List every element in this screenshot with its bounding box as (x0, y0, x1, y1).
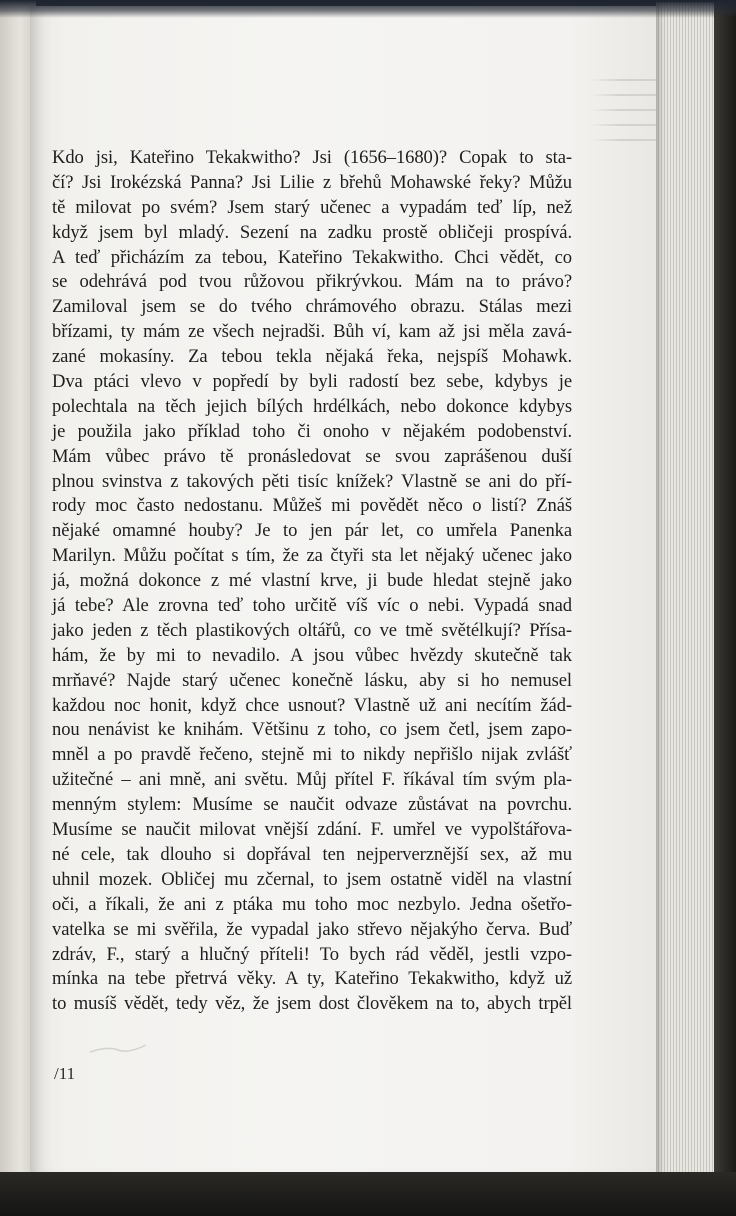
text-line: A teď přicházím za tebou, Kateřino Tekakwitho. Chci vědět, co (52, 246, 572, 268)
text-line: čí? Jsi Irokézská Panna? Jsi Lilie z břehů Mohawské řeky? Můžu (52, 171, 572, 193)
body-text (52, 146, 572, 1017)
right-background (714, 0, 736, 1216)
text-line: každou noc honit, když chce usnout? Vlastně už ani necítím žád- (52, 694, 572, 716)
text-line: né cele, tak dlouho si dopřával ten nejperverznější sex, až mu (52, 843, 572, 865)
text-line: jako jeden z těch plastikových oltářů, co ve tmě světélkují? Přísa- (52, 619, 572, 641)
text-line: mínka na tebe přetrvá věky. A ty, Kateřino Tekakwitho, když už (52, 968, 572, 990)
text-line: je použila jako příklad toho či onoho v nějakém podobenství. (52, 420, 572, 442)
page-stack-edges (656, 2, 722, 1182)
text-line: polechtala na těch jejich bílých hrdélkách, nebo dokonce kdybys (52, 395, 572, 417)
text-line: já, možná dokonce z mé vlastní krve, ji bude hledat stejně jako (52, 570, 572, 592)
text-line: zdráv, F., starý a hlučný příteli! To bych rád věděl, jestli vzpo- (52, 943, 572, 965)
text-line: to musíš vědět, tedy věz, že jsem dost člověkem na to, abych trpěl (52, 993, 572, 1015)
text-line: hám, že by mi to nevadilo. A jsou vůbec hvězdy skutečně tak (52, 644, 572, 666)
text-line: Kdo jsi, Kateřino Tekakwitho? Jsi (1656–1680)? Copak to sta- (52, 147, 572, 168)
pencil-smudge (88, 1042, 148, 1056)
text-line: menným stylem: Musíme se naučit odvaze zůstávat na povrchu. (52, 794, 572, 816)
text-line: vatelka se mi svěřila, že vypadal jako střevo nějakýho červa. Buď (52, 918, 572, 940)
text-line: Mám vůbec právo tě pronásledovat se svou zaprášenou duší (52, 445, 572, 467)
text-line: já tebe? Ale zrovna teď toho určitě víš víc o nebi. Vypadá snad (52, 595, 572, 617)
page-number: /11 (54, 1064, 76, 1083)
top-shadow (0, 0, 736, 18)
text-line: rody moc často nedostanu. Můžeš mi povědět něco o listí? Znáš (52, 495, 572, 517)
text-line: Zamiloval jsem se do tvého chrámového obrazu. Stálas mezi (52, 296, 572, 318)
text-line: oči, a říkali, že ani z ptáka mu toho moc nezbylo. Jedna ošetřo- (52, 893, 572, 915)
text-line: Musíme se naučit milovat vnější zdání. F. umřel ve vypolštářova- (52, 819, 572, 841)
bottom-background (0, 1172, 736, 1216)
text-line: užitečné – ani mně, ani světu. Můj přítel F. říkával tím svým pla- (52, 769, 572, 791)
text-line: mněl a po pravdě řečeno, stejně mi to nikdy nepřišlo nijak zvlášť (52, 744, 572, 766)
text-line: když jsem byl mladý. Sezení na zadku prostě obličeji prospívá. (52, 221, 572, 243)
text-line: mrňavé? Najde starý učenec konečně lásku, aby si ho nemusel (52, 669, 572, 691)
text-line: se odehrává pod tvou růžovou přikrývkou. Mám na to právo? (52, 271, 572, 293)
text-line: Dva ptáci vlevo v popředí by byli radostí bez sebe, kdybys je (52, 371, 572, 393)
text-line: plnou svinstva z takových pěti tisíc knížek? Vlastně se ani do pří- (52, 470, 572, 492)
text-line: břízami, ty mám ze všech nejradši. Bůh ví, kam až jsi měla zavá- (52, 321, 572, 343)
text-line: zané mokasíny. Za tebou tekla nějaká řeka, nejspíš Mohawk. (52, 346, 572, 368)
text-line: uhnil mozek. Obličej mu zčernal, to jsem ostatně viděl na vlastní (52, 868, 572, 890)
text-line: nou nenávist ke knihám. Většinu z toho, co jsem četl, jsem zapo- (52, 719, 572, 741)
text-line: tě milovat po svém? Jsem starý učenec a vypadám teď líp, než (52, 196, 572, 218)
text-line: nějaké omamné houby? Je to jen pár let, co umřela Panenka (52, 520, 572, 542)
text-line: Marilyn. Můžu počítat s tím, že za čtyři sta let nějaký učenec jako (52, 545, 572, 567)
